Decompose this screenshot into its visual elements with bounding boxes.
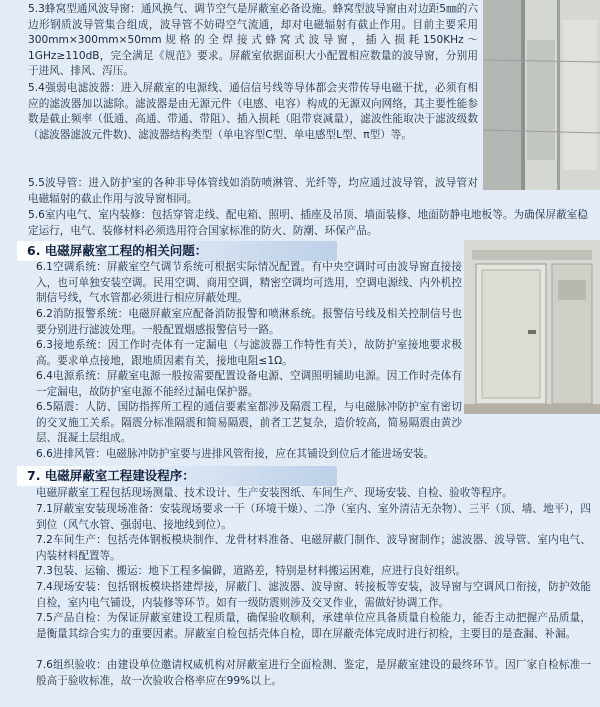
- section7-para-3: 7.3包装、运输、搬运：地下工程多偏僻，道路差，特别是材料搬运困难，应进行良好组织。: [36, 565, 467, 577]
- section7-heading: 7. 电磁屏蔽室工程建设程序：: [17, 466, 337, 486]
- section6-para-2: 6.2消防报警系统：电磁屏蔽室应配备消防报警和喷淋系统。报警信号线及相关控制信号也要分别进行滤波处理。一般配置烟感报警信号一路。: [36, 308, 462, 336]
- section7-intro: 电磁屏蔽室工程包括现场测量、技术设计、生产安装图纸、车间生产、现场安装、自检、验收等程序。: [36, 487, 513, 499]
- section6-para-4: 6.4电源系统：屏蔽室电源一般按需要配置设备电源、空调照明辅助电源。因工作时壳体有一定漏电，故防护室电源不能经过漏电保护器。: [36, 370, 462, 398]
- section5-para-3: 5.5波导管：进入防护室的各种非导体管线如消防喷淋管、光纤等，均应通过波导管，波导管对电磁辐射的截止作用与波导窗相同。: [28, 177, 478, 205]
- section6-para-1: 6.1空调系统：屏蔽室空气调节系统可根据实际情况配置。有中央空调时可由波导窗直接接入，也可单独安装空调。民用空调、商用空调，精密空调均可选用，空调电源线、内外机控制信号线，气水管都必须进行相应屏蔽处理。: [36, 261, 462, 305]
- shielded-room-door-photo: [464, 240, 600, 414]
- section6-para-3: 6.3接地系统：因工作时壳体有一定漏电（与滤波器工作特性有关），故防护室接地要求极高。要求单点接地，跟地质因素有关，接地电阻≤1Ω。: [36, 339, 462, 367]
- section6-para-6: 6.6进排风管：电磁脉冲防护室要与进排风管衔接，应在其铺设到位后才能进场安装。: [36, 448, 435, 460]
- shield-panel-photo: [483, 0, 600, 190]
- section7-para-6: 7.6组织验收：由建设单位邀请权威机构对屏蔽室进行全面检测、鉴定，是屏蔽室建设的最终环节。因厂家自检标准一般高于验收标准，故一次验收合格率应在99%以上。: [36, 659, 591, 687]
- section5-para-1: 5.3蜂窝型通风波导窗：通风换气、调节空气是屏蔽室必备设施。蜂窝型波导窗由对边距5㎜的六边形钢质波导管集合组成，波导管不妨碍空气流通，却对电磁辐射有截止作用。目前主要采用300mm×300mm×50mm规格的全焊接式蜂窝式波导窗，插入损耗150KHz～1GHz≥110dB，完全满足《规范》要求。屏蔽室依据面积大小配置相应数量的波导窗，分别用于进风、排风、泻压。: [28, 3, 478, 78]
- section6-para-5: 6.5隔震：人防、国防指挥所工程的通信要素室都涉及隔震工程，与电磁脉冲防护室有密切的交叉施工关系。隔震分标准隔震和简易隔震，前者工艺复杂，造价较高，简易隔震由黄沙层、混凝土层组成。: [36, 401, 462, 445]
- section5-para-2: 5.4强弱电滤波器：进入屏蔽室的电源线、通信信号线等导体都会夹带传导电磁干扰，必须有相应的滤波器加以滤除。滤波器是由无源元件（电感、电容）构成的无源双向网络，其主要性能参数是截止频率（低通、高通、带通、带阻）、插入损耗（阻带衰减量），滤波性能取决于滤波级数（滤波器滤波元件数)、滤波器结构类型（单电容型C型、单电感型L型、π型）等。: [28, 82, 478, 141]
- section6-heading: 6. 电磁屏蔽室工程的相关问题：: [17, 241, 337, 261]
- section7-para-1: 7.1屏蔽室安装现场准备：安装现场要求一干（环境干燥）、二净（室内、室外清洁无杂物）、三平（顶、墙、地平），四到位（风气水管、强弱电、接地线到位）。: [36, 503, 591, 531]
- section7-para-4: 7.4现场安装：包括钢板模块搭建焊接，屏蔽门、滤波器、波导窗、转接板等安装，波导窗与空调风口衔接，防护效能自检，室内电气铺设，内装修等环节。如有一级防震则涉及交叉作业，需做好协调工作。: [36, 581, 591, 609]
- section7-para-5: 7.5产品自检：为保证屏蔽室建设工程质量，确保验收顺利，承建单位应具备质量自检能力，能否主动把握产品质量，是衡量其综合实力的重要因素。屏蔽室自检包括壳体自检，即在屏蔽壳体完成时进行初检，主要目的是查漏、补漏。: [36, 612, 591, 640]
- section7-para-2: 7.2车间生产：包括壳体钢板模块制作、龙骨材料准备、电磁屏蔽门制作、波导窗制作；滤波器、波导管、室内电气、内装材料配置等。: [36, 534, 591, 562]
- section5-para-4: 5.6室内电气、室内装修：包括穿管走线、配电箱、照明、插座及吊顶、墙面装修、地面防静电地板等。为确保屏蔽室稳定运行，电气、装修材料必须选用符合国家标准的防火、防潮、环保产品。: [28, 209, 588, 237]
